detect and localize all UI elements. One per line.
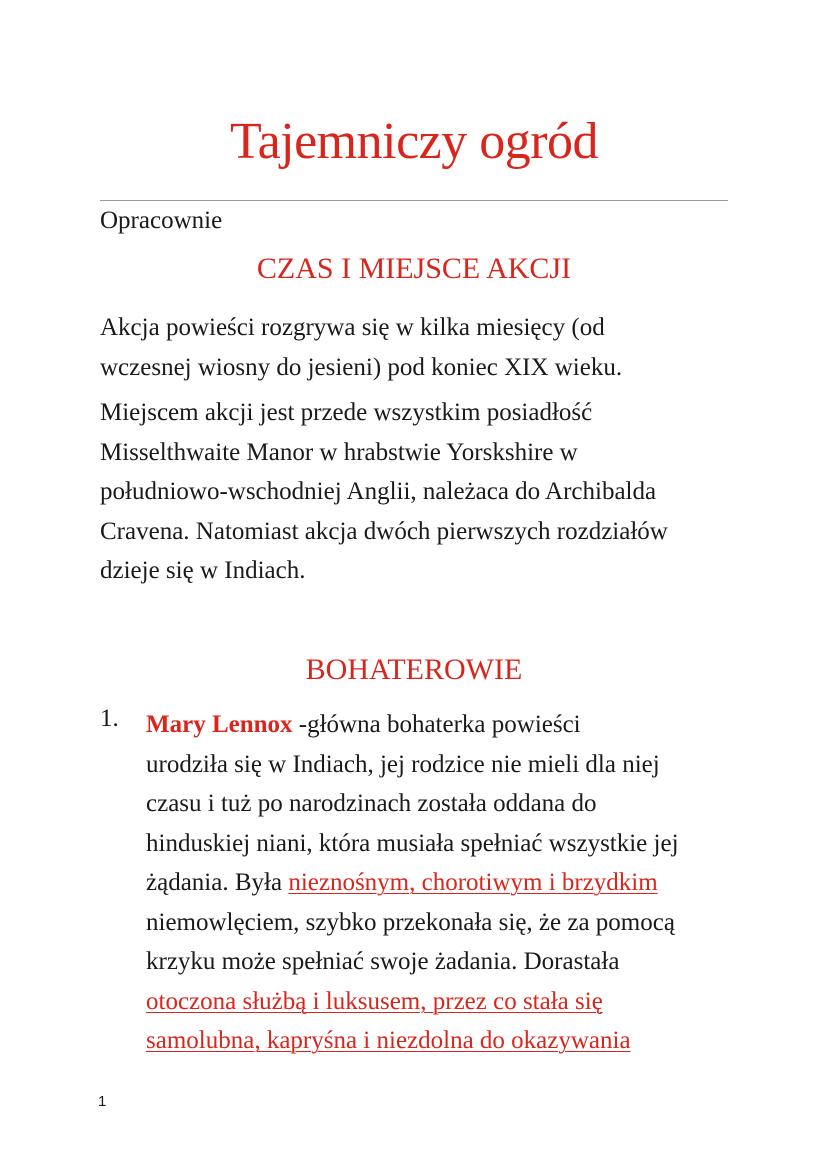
text-line: niemowlęciem, szybko przekonała się, że za pomocą	[146, 908, 675, 936]
list-item-mary-lennox	[146, 705, 679, 1061]
text-line: wczesnej wiosny do jesieni) pod koniec XIX wieku.	[100, 353, 623, 381]
paragraph-place	[100, 393, 668, 591]
text: żądania. Była	[146, 869, 289, 896]
list-number: 1.	[100, 705, 119, 732]
text-line: urodziła się w Indiach, jej rodzice nie mieli dla niej	[146, 750, 660, 778]
text-line: hinduskiej niani, która musiała spełniać wszystkie jej	[146, 829, 679, 857]
page-number: 1	[98, 1093, 107, 1110]
paragraph-time	[100, 308, 622, 387]
section-heading-characters: BOHATEROWIE	[305, 653, 523, 686]
subtitle: Opracownie	[100, 207, 223, 234]
highlighted-text: nieznośnym, chorotiwym i brzydkim	[288, 869, 658, 896]
highlighted-text: otoczona służbą i luksusem, przez co stała się	[146, 987, 603, 1015]
highlighted-text: samolubna, kapryśna i niezdolna do okazywania	[146, 1027, 631, 1054]
text-line: Misselthwaite Manor w hrabstwie Yorskshire w	[100, 438, 578, 466]
text-line: południowo-wschodniej Anglii, należaca do Archibalda	[100, 478, 657, 505]
text-line: Akcja powieści rozgrywa się w kilka miesięcy (od	[100, 314, 605, 341]
text-line: czasu i tuż po narodzinach została oddana do	[146, 790, 597, 817]
document-title: Tajemniczy ogród	[229, 113, 599, 170]
text-line: Miejscem akcji jest przede wszystkim posiadłość	[100, 399, 593, 426]
text-line: krzyku może spełniać swoje żadania. Dorastała	[146, 948, 620, 975]
text-line: Cravena. Natomiast akcja dwóch pierwszych rozdziałów	[100, 517, 668, 545]
title-divider	[100, 200, 728, 201]
text-line: dzieje się w Indiach.	[100, 557, 306, 584]
section-heading-time-place: CZAS I MIEJSCE AKCJI	[256, 252, 572, 285]
character-name: Mary Lennox	[146, 711, 293, 738]
text: -główna bohaterka powieści	[292, 711, 581, 738]
